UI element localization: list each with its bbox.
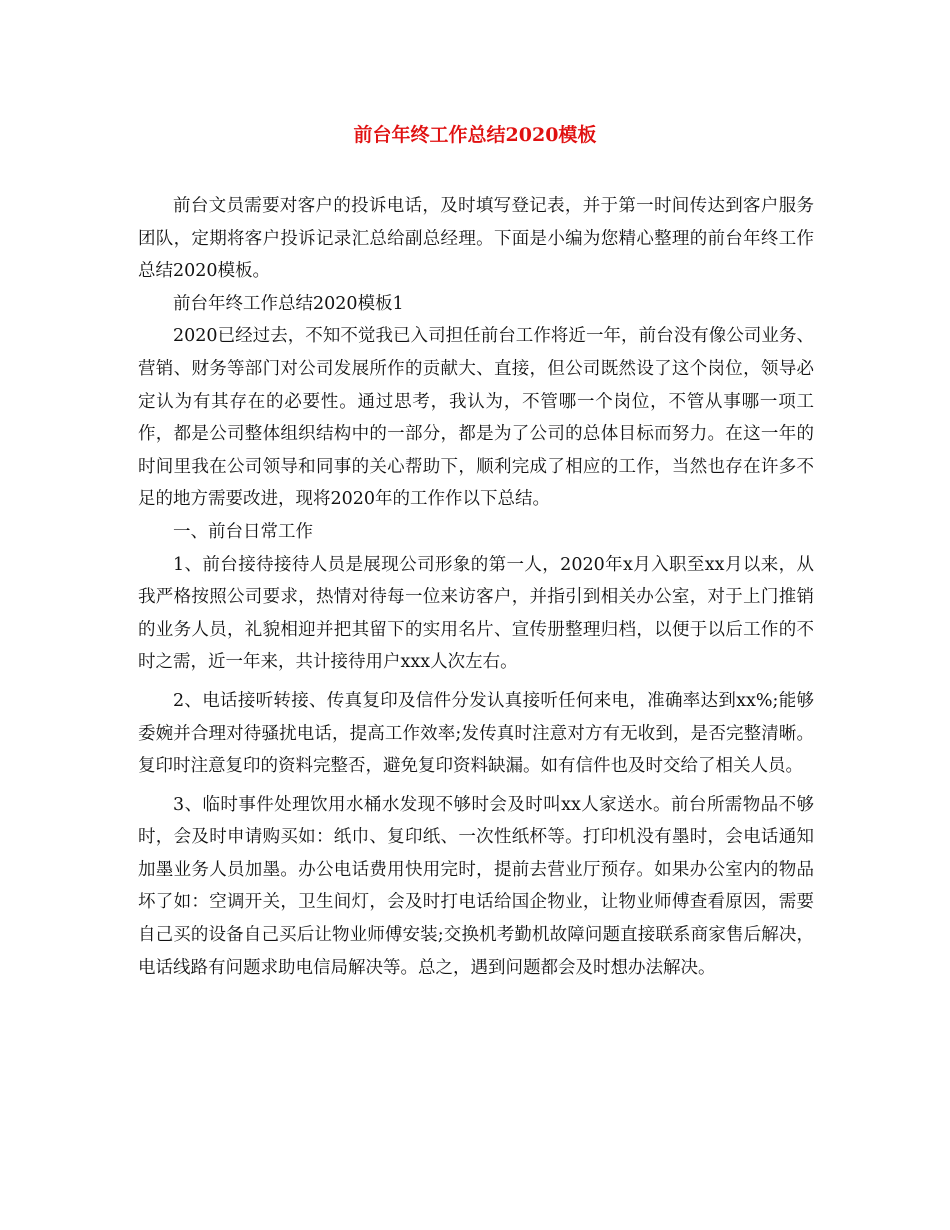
intro-paragraph: 前台文员需要对客户的投诉电话，及时填写登记表，并于第一时间传达到客户服务团队，定期将客户投诉记录汇总给副总经理。下面是小编为您精心整理的前台年终工作总结2020模板。 [138, 196, 814, 282]
temporary-events-paragraph: 3、临时事件处理饮用水桶水发现不够时会及时叫xx人家送水。前台所需物品不够时，会及时申请购买如：纸巾、复印纸、一次性纸杯等。打印机没有墨时，会电话通知加墨业务人员加墨。办公电话费用快用完时，提前去营业厅预存。如果办公室内的物品坏了如：空调开关，卫生间灯，会及时打电话给国企物业，让物业师傅查看原因，需要自己买的设备自己买后让物业师傅安装;交换机考勤机故障问题直接联系商家售后解决，电话线路有问题求助电信局解决等。总之，遇到问题都会及时想办法解决。 [138, 794, 814, 978]
section-heading-template-1: 前台年终工作总结2020模板1 [173, 293, 404, 314]
document-title: 前台年终工作总结2020模板 [353, 124, 597, 146]
document-body [138, 190, 814, 984]
section-heading-daily-work: 一、前台日常工作 [173, 521, 313, 542]
phone-fax-paragraph: 2、电话接听转接、传真复印及信件分发认真接听任何来电，准确率达到xx%;能够委婉并合理对待骚扰电话，提高工作效率;发传真时注意对方有无收到，是否完整清晰。复印时注意复印的资料完整否，避免复印资料缺漏。如有信件也及时交给了相关人员。 [138, 690, 814, 777]
reception-paragraph: 1、前台接待接待人员是展现公司形象的第一人，2020年x月入职至xx月以来，从我严格按照公司要求，热情对待每一位来访客户，并指引到相关办公室，对于上门推销的业务人员，礼貌相迎并把其留下的实用名片、宣传册整理归档，以便于以后工作的不时之需，近一年来，共计接待用户xxx人次左右。 [138, 554, 814, 673]
summary-paragraph: 2020已经过去，不知不觉我已入司担任前台工作将近一年，前台没有像公司业务、营销、财务等部门对公司发展所作的贡献大、直接，但公司既然设了这个岗位，领导必定认为有其存在的必要性。通过思考，我认为，不管哪一个岗位，不管从事哪一项工作，都是公司整体组织结构中的一部分，都是为了公司的总体目标而努力。在这一年的时间里我在公司领导和同事的关心帮助下，顺利完成了相应的工作，当然也存在许多不足的地方需要改进，现将2020年的工作作以下总结。 [138, 326, 814, 510]
